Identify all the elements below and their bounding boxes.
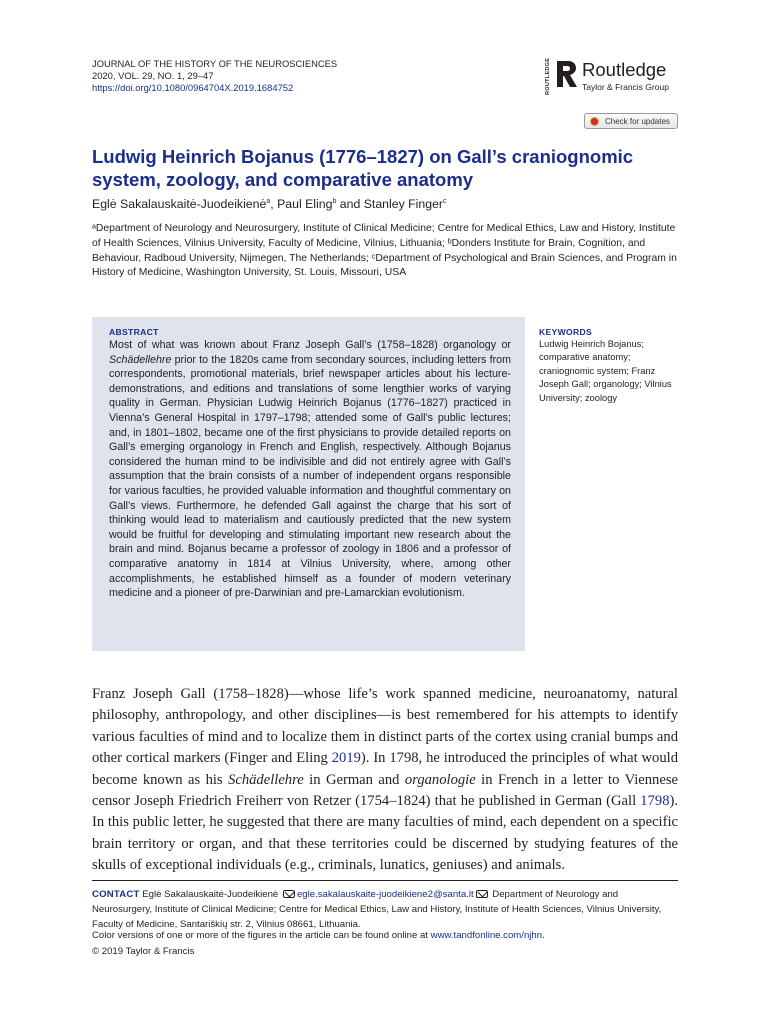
affiliation-marker[interactable]: b: [332, 197, 337, 205]
volume-line: 2020, VOL. 29, NO. 1, 29–47: [92, 70, 214, 81]
contact-email[interactable]: egle.sakalauskaite-juodeikiene2@santa.lt: [296, 889, 474, 900]
abstract-text: Most of what was known about Franz Joseph Gall’s (1758–1828) organology or Schädellehre prior to the 1820s came from secondary sources, including letters from correspondents, promotional materials, brief newspaper articles about his lecture-demonstrations, and editions and translations of some lengthier works of varying quality in German. Physician Ludwig Heinrich Bojanus (1776–1827) practiced in Vienna’s General Hospital in 1797–1798; attended some of Gall’s public lectures; and, in 1801–1802, became one of the first physicians to provide detailed reports on Gall’s emerging organology in French and English, respectively. Although Bojanus considered the human mind to be indivisible and did not entirely agree with Gall’s assumption that the brain consists of a number of independent organs responsible for various faculties, he provided valuable information and thoughtful commentary on Gall’s views. Furthermore, he defended Gall against the charge that his sort of thinking would lead to materialism and cautiously predicted that the new system would be fruitful for developing and stimulating important new research about the brain and mind. Bojanus became a professor of zoology in 1806 and a professor of comparative anatomy in 1814 at Vilnius University, where, among other accomplishments, he established himself as a founder of modern veterinary medicine and a pioneer of pre-Darwinian and pre-Lamarckian evolutionism.: [109, 339, 511, 600]
body-paragraph: Franz Joseph Gall (1758–1828)—whose life’s work spanned medicine, neuroanatomy, natural philosophy, anthropology, and other disciplines—is best remembered for his attempts to identify various faculties of mind and to localize them in distinct parts of the cortex using cranial bumps and other cortical markers (Finger and Eling 2019). In 1798, he introduced the principles of what would become known as his Schädellehre in German and organologie in French in a letter to Viennese censor Joseph Friedrich Freiherr von Retzer (1754–1824) that he published in German (Gall 1798). In this public letter, he suggested that there are many faculties of mind, each dependent on a specific brain territory or organ, and that these territories could be discerned by studying features of the skulls of exceptional individuals (e.g., criminals, lunatics, geniuses) and animals.: [92, 686, 678, 874]
affiliation-marker[interactable]: c: [443, 197, 447, 205]
keywords-heading: KEYWORDS: [539, 327, 593, 337]
italic-term: Schädellehre: [228, 771, 304, 788]
publisher-logo[interactable]: [545, 57, 685, 97]
copyright: © 2019 Taylor & Francis: [92, 946, 195, 957]
logo-subtitle: Taylor & Francis Group: [582, 82, 669, 92]
affiliations: [92, 222, 684, 281]
contact-name: Eglė Sakalauskaitė-Juodeikienė: [139, 889, 281, 900]
color-note: Color versions of one or more of the figures in the article can be found online at www.tandfonline.com/njhn.: [92, 930, 545, 941]
keywords-text: Ludwig Heinrich Bojanus; comparative anatomy; craniognomic system; Franz Joseph Gall; organology; Vilnius University; zoology: [539, 339, 672, 403]
affiliations-text: ᵃDepartment of Neurology and Neurosurgery, Institute of Clinical Medicine; Centre for Medical Ethics, Law and History, Institute of Health Sciences, Vilnius University, Faculty of Medicine, Vilnius, Lithuania; ᵇDonders Institute for Brain, Cognition, and Behaviour, Radboud University, Nijmegen, The Netherlands; ᶜDepartment of Psychological and Brain Sciences, and Program in History of Medicine, Washington University, St. Louis, Missouri, USA: [92, 223, 677, 279]
italic-term: organologie: [404, 771, 476, 788]
check-for-updates-button[interactable]: [584, 113, 678, 129]
author-list: Eglė Sakalauskaitė-Juodeikienė$^a$, Paul Eling$^b$ and Stanley Finger$^c$: [92, 197, 447, 211]
abstract-box: [92, 317, 525, 651]
contact-address: Department of Neurology and Neurosurgery, Institute of Clinical Medicine; Centre for Medical Ethics, Law and History, Institute of Health Sciences, Vilnius University, Faculty of Medicine, Santariškių str. 2, Vilnius 08661, Lithuania.: [92, 889, 662, 930]
article-title: Ludwig Heinrich Bojanus (1776–1827) on Gall’s craniognomic system, zoology, and comparative anatomy: [92, 146, 634, 190]
envelope-icon: [283, 890, 295, 898]
crossmark-icon: [590, 117, 599, 126]
citation-link[interactable]: 1798: [640, 793, 670, 810]
envelope-icon: [476, 890, 488, 898]
contact-label: CONTACT: [92, 889, 140, 900]
author-name: Eglė Sakalauskaitė-Juodeikienė: [92, 197, 267, 211]
routledge-r-mark-icon: [554, 59, 578, 89]
journal-name: JOURNAL OF THE HISTORY OF THE NEUROSCIENCES: [92, 58, 338, 69]
italic-term: Schädellehre: [109, 353, 172, 366]
online-url-link[interactable]: www.tandfonline.com/njhn: [430, 930, 543, 941]
citation-link[interactable]: 2019: [331, 750, 361, 767]
check-for-updates-label: Check for updates: [605, 117, 670, 126]
author-name: Stanley Finger: [363, 197, 444, 211]
contact-footnote: [92, 887, 678, 932]
abstract-heading: ABSTRACT: [109, 327, 159, 337]
author-conjunction: and: [336, 197, 364, 211]
journal-meta: [92, 58, 337, 94]
keywords-panel: [539, 327, 679, 405]
author-name: Paul Eling: [277, 197, 333, 211]
doi-link[interactable]: https://doi.org/10.1080/0964704X.2019.1684752: [92, 82, 294, 93]
affiliation-marker[interactable]: a: [266, 197, 271, 205]
footnote-divider: [92, 880, 678, 881]
logo-side-text: ROUTLEDGE: [545, 57, 551, 95]
logo-name: Routledge: [582, 59, 667, 80]
